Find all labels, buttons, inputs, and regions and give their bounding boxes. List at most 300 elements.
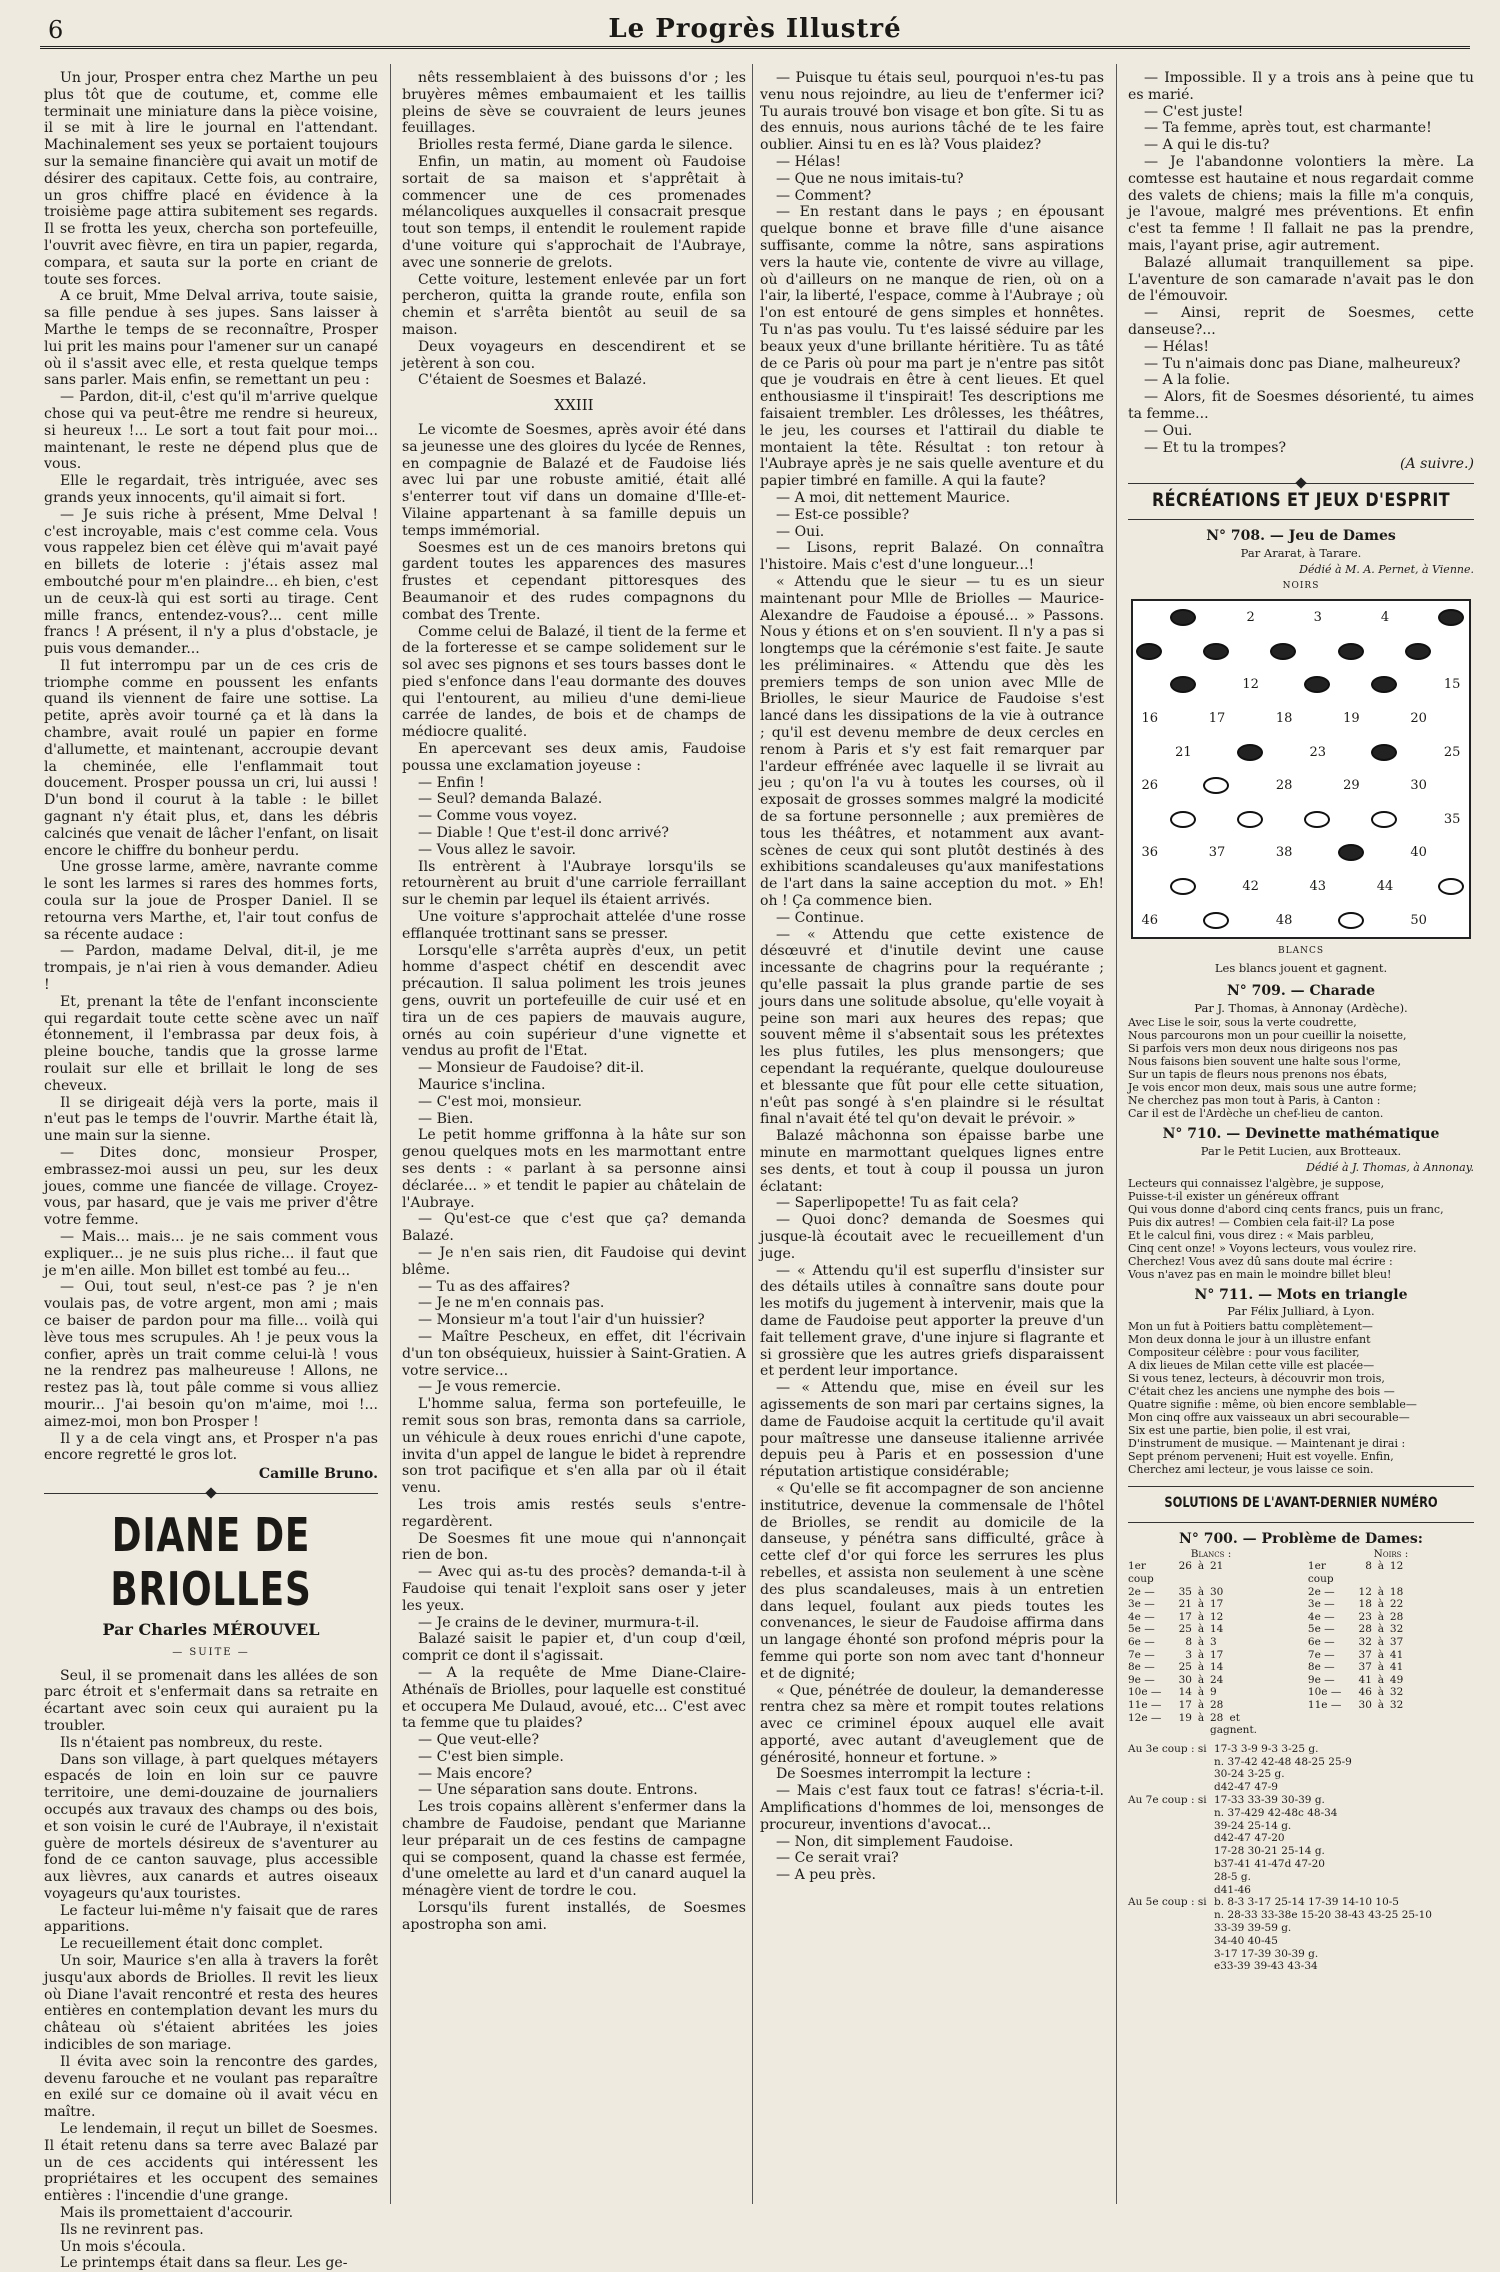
variation-label: Au 3e coup : si	[1128, 1742, 1207, 1755]
paragraph: — Saperlipopette! Tu as fait cela?	[776, 1195, 1019, 1212]
board-square-numbered	[1335, 769, 1369, 803]
paragraph: Ils ne revinrent pas.	[60, 2221, 204, 2238]
square-number: 29	[1343, 778, 1360, 794]
board-square-light	[1435, 904, 1469, 938]
square-number: 28	[1275, 778, 1293, 794]
board-square-light	[1301, 769, 1335, 803]
board-square-numbered	[1267, 769, 1301, 803]
section-title: RÉCRÉATIONS ET JEUX D'ESPRIT	[1151, 489, 1451, 512]
board-square-piece	[1234, 803, 1268, 837]
black-piece-icon	[1304, 676, 1330, 693]
paragraph: — A peu près.	[776, 1867, 876, 1884]
verse-line: D'instrument de musique. — Maintenant je dirai :	[1128, 1437, 1406, 1451]
board-square-light	[1402, 668, 1436, 702]
move-cell: 18	[1389, 1585, 1404, 1598]
board-square-light	[1133, 803, 1167, 837]
paragraph: Le vicomte de Soesmes, après avoir été dans sa jeunesse une des gloires du lycée de Rennes, en compagnie de Balazé et de Faudoise liés avec lui par une robuste amitié, était allé s'enterrer tout vif dans un domaine d'Ille-et-Vilaine appartenant à sa famille depuis un temps immémorial.	[402, 421, 746, 539]
verse-line: Avec Lise le soir, sous la verte coudrette,	[1128, 1016, 1357, 1030]
move-cell: 5e —	[1128, 1623, 1155, 1636]
move-cell: 28 et gagnent.	[1210, 1711, 1257, 1737]
move-cell: à	[1377, 1648, 1385, 1661]
board-square-light	[1267, 601, 1301, 635]
paragraph: Balazé saisit le papier et, d'un coup d'œil, comprit ce dont il s'agissait.	[402, 1631, 746, 1665]
variation-lines	[1214, 1743, 1474, 1794]
move-cell: à	[1377, 1636, 1385, 1649]
square-number: 40	[1410, 845, 1427, 861]
verse-line: Compositeur célèbre : pour vous faciliter,	[1128, 1346, 1360, 1360]
blancs-moves	[1128, 1548, 1294, 1737]
paragraph: Enfin, un matin, au moment où Faudoise sortait de sa maison et s'apprêtait à commencer une de ces promenades mélancoliques auxquelles il consacrait presque tout son temps, il entendit le roulement rapide d'une voiture qui s'approchait de l'Aubraye, avec une sonnerie de grelots.	[402, 153, 746, 271]
variation-lines	[1214, 1896, 1474, 1973]
board-square-light	[1200, 601, 1234, 635]
paragraph: — Je vous remercie.	[418, 1379, 562, 1396]
move-row	[1308, 1661, 1474, 1674]
puzzle-710-dedication: Dédié à J. Thomas, à Annonay.	[1306, 1160, 1474, 1174]
square-number: 35	[1443, 811, 1461, 827]
move-cell: à	[1197, 1673, 1205, 1686]
board-square-light	[1234, 836, 1268, 870]
square-number: 26	[1141, 778, 1159, 794]
black-piece-icon	[1270, 643, 1296, 660]
paragraph: — Vous allez le savoir.	[418, 841, 576, 858]
move-cell: 9e —	[1128, 1673, 1155, 1686]
verse-line: Quatre signifie : même, où bien encore semblable—	[1128, 1398, 1417, 1412]
variation-block	[1128, 1896, 1474, 1973]
black-piece-icon	[1237, 744, 1263, 761]
paragraph: — Lisons, reprit Balazé. On connaîtra l'histoire. Mais c'est d'une longueur...!	[760, 540, 1104, 574]
move-cell: à	[1377, 1585, 1385, 1598]
move-cell: à	[1197, 1623, 1205, 1636]
board-square-numbered	[1435, 803, 1469, 837]
paragraph: — Tu n'aimais donc pas Diane, malheureux?	[1144, 355, 1461, 372]
verse-line: Qui vous donne d'abord cinq cents francs, puis un franc,	[1128, 1202, 1444, 1216]
chapter-heading: XXIII	[554, 396, 594, 415]
square-number: 25	[1443, 744, 1461, 760]
board-square-light	[1133, 668, 1167, 702]
paragraph: nêts ressemblaient à des buissons d'or ; les bruyères mêmes embaumaient et les taillis pleins de sève se couvraient de leurs jeunes feuillages.	[402, 70, 746, 137]
square-number: 15	[1443, 677, 1461, 693]
move-cell: 8e —	[1128, 1661, 1155, 1674]
paragraph: — Mais c'est faux tout ce fatras! s'écria-t-il. Amplifications d'hommes de loi, mensonges de procureur, inventions d'avocat...	[760, 1783, 1104, 1833]
paragraph: — Continue.	[776, 909, 865, 926]
verse-line: C'était chez les anciens une nymphe des bois —	[1128, 1385, 1395, 1399]
separator	[1128, 1522, 1474, 1523]
separator	[1128, 483, 1474, 484]
move-cell: 21	[1178, 1598, 1192, 1611]
paragraph: — Je crains de le deviner, murmura-t-il.	[418, 1614, 700, 1631]
white-piece-icon	[1203, 777, 1229, 794]
board-square-light	[1167, 702, 1201, 736]
paragraph: — Non, dit simplement Faudoise.	[776, 1833, 1014, 1850]
board-square-numbered	[1301, 601, 1335, 635]
page-number: 6	[48, 16, 64, 44]
square-number: 12	[1242, 677, 1259, 693]
paragraph: — C'est bien simple.	[418, 1748, 564, 1765]
paragraph: — Hélas!	[776, 153, 842, 170]
move-row	[1308, 1598, 1474, 1611]
paragraph: « Que, pénétrée de douleur, la demanderesse rentra chez sa mère et rompit toutes relations avec ce criminel époux auquel elle avait apporté, avec autant d'aveuglement que de générosité, honneur et fortune. »	[760, 1682, 1104, 1766]
paragraph: — Bien.	[418, 1110, 474, 1127]
square-number: 48	[1275, 912, 1293, 928]
puzzle-711-author: Par Félix Julliard, à Lyon.	[1227, 1304, 1375, 1319]
move-cell: 17	[1210, 1598, 1224, 1611]
variation-line: 17-28 30-21 25-14 g.	[1214, 1845, 1325, 1858]
move-cell: 9	[1210, 1686, 1217, 1699]
move-cell: 37	[1358, 1648, 1372, 1661]
paragraph: Deux voyageurs en descendirent et se jetèrent à son cou.	[402, 338, 746, 372]
board-square-light	[1335, 803, 1369, 837]
paragraph: — Diable ! Que t'est-il donc arrivé?	[418, 825, 669, 842]
variation-label: Au 5e coup : si	[1128, 1896, 1207, 1909]
board-square-numbered	[1301, 870, 1335, 904]
verse-line: Sept prénom perveneni; Huit est voyelle. Enfin,	[1128, 1450, 1394, 1464]
paragraph: Une grosse larme, amère, navrante comme le sont les larmes si rares des hommes forts, coula sur la joue de Prosper Daniel. Il se retourna vers Marthe, et, l'air tout confus de sa récente audace :	[44, 859, 378, 943]
square-number: 17	[1208, 710, 1226, 726]
black-piece-icon	[1170, 609, 1196, 626]
serial-title: DIANE DE BRIOLLES	[110, 1507, 312, 1616]
serial-byline: Par Charles MÉROUVEL	[102, 1619, 320, 1639]
board-square-numbered	[1402, 836, 1436, 870]
move-cell: à	[1377, 1560, 1385, 1573]
paragraph: — Puisque tu étais seul, pourquoi n'es-tu pas venu nous rejoindre, au lieu de t'enfermer ici? Tu aurais trouvé bon visage et bon gîte. Si tu as des ennuis, nous aurions tâché de te les faire oublier. Ainsi tu en es là? Vous plaidez?	[760, 70, 1104, 154]
move-cell: 12	[1358, 1585, 1372, 1598]
move-cell: 32	[1389, 1623, 1404, 1636]
move-cell: à	[1197, 1686, 1205, 1699]
move-cell: à	[1377, 1610, 1385, 1623]
move-row	[1308, 1560, 1474, 1585]
paragraph: Ils entrèrent à l'Aubraye lorsqu'ils se retournèrent au bruit d'une carriole ferraillant sur le chemin par lequel ils étaient arrivés.	[402, 858, 746, 909]
move-row	[1308, 1686, 1474, 1699]
board-square-piece	[1368, 736, 1402, 770]
move-cell: 24	[1210, 1673, 1224, 1686]
move-cell: 28	[1389, 1610, 1404, 1623]
puzzle-709-author: Par J. Thomas, à Annonay (Ardèche).	[1194, 1000, 1408, 1015]
move-cell: 14	[1178, 1686, 1192, 1699]
move-row	[1308, 1586, 1474, 1599]
verse-line: Six est une partie, bien polie, il est vrai,	[1128, 1424, 1351, 1438]
move-cell: 37	[1389, 1636, 1404, 1649]
verse-line: Si parfois vers mon deux nous dirigeons nos pas	[1128, 1042, 1398, 1056]
move-cell: 6e —	[1307, 1636, 1335, 1649]
paragraph: — Impossible. Il y a trois ans à peine que tu es marié.	[1128, 70, 1474, 103]
move-cell: 23	[1358, 1610, 1372, 1623]
move-row	[1308, 1623, 1474, 1636]
column-4	[1128, 70, 1474, 2200]
paragraph: — Hélas!	[1144, 338, 1210, 355]
paragraph: — C'est juste!	[1144, 103, 1244, 120]
verse-line: Ne cherchez pas mon tout à Paris, à Canton :	[1128, 1094, 1381, 1108]
board-square-light	[1133, 601, 1167, 635]
move-cell: 37	[1358, 1661, 1372, 1674]
move-row	[1128, 1686, 1294, 1699]
board-square-numbered	[1402, 702, 1436, 736]
paragraph: — A qui le dis-tu?	[1144, 137, 1270, 154]
variation-label: Au 7e coup : si	[1128, 1793, 1207, 1806]
board-square-light	[1167, 836, 1201, 870]
square-number: 36	[1141, 845, 1159, 861]
board-square-light	[1267, 803, 1301, 837]
verse-line: A dix lieues de Milan cette ville est placée—	[1128, 1359, 1375, 1373]
board-square-piece	[1167, 601, 1201, 635]
variation-line: b. 8-3 3-17 25-14 17-39 14-10 10-5	[1214, 1896, 1399, 1909]
board-square-light	[1368, 769, 1402, 803]
move-cell: 1er coup	[1128, 1560, 1154, 1586]
move-cell: 17	[1178, 1610, 1192, 1623]
board-square-numbered	[1133, 769, 1167, 803]
verse-line: Je vois encor mon deux, mais sous une autre forme;	[1128, 1081, 1417, 1095]
paragraph: Lorsqu'ils furent installés, de Soesmes apostropha son ami.	[402, 1900, 746, 1933]
move-cell: 32	[1389, 1699, 1404, 1711]
board-square-light	[1267, 736, 1301, 770]
move-row	[1128, 1674, 1294, 1687]
move-cell: 7e —	[1307, 1648, 1335, 1661]
variation-line: n. 28-33 33-38e 15-20 38-43 43-25 25-10	[1214, 1909, 1432, 1922]
paragraph: — « Attendu qu'il est superflu d'insister sur des détails utiles à connaître sans doute pour les motifs du jugement à intervenir, mais que la dame de Faudoise peut apporter la preuve d'un fait tellement grave, d'une injure si flagrante et si grossière que les autres griefs disparaissent et perdent leur importance.	[760, 1262, 1104, 1380]
board-square-numbered	[1368, 870, 1402, 904]
solution-moves	[1128, 1548, 1474, 1737]
move-cell: 12	[1389, 1560, 1404, 1573]
board-square-light	[1234, 702, 1268, 736]
board-square-numbered	[1167, 736, 1201, 770]
black-piece-icon	[1371, 744, 1397, 761]
board-square-light	[1435, 702, 1469, 736]
board-square-numbered	[1267, 836, 1301, 870]
story-signature: Camille Bruno.	[258, 1466, 378, 1483]
move-cell: 3	[1185, 1648, 1192, 1661]
board-square-piece	[1167, 803, 1201, 837]
column-2	[402, 70, 746, 2200]
move-cell: à	[1197, 1661, 1205, 1674]
variation-line: d42-47 47-20	[1214, 1832, 1285, 1845]
column-rule	[752, 64, 753, 2204]
move-row	[1128, 1611, 1294, 1624]
square-number: 2	[1246, 610, 1255, 626]
paragraph: Seul, il se promenait dans les allées de son parc étroit et s'enfermait dans sa retraite en écartant avec soin ceux qui auraient pu la troubler.	[44, 1667, 378, 1734]
square-number: 42	[1242, 878, 1259, 894]
puzzle-708-author: Par Ararat, à Tarare.	[1240, 545, 1362, 560]
move-cell: à	[1377, 1673, 1385, 1686]
board-square-light	[1133, 736, 1167, 770]
blancs-label: Blancs :	[1190, 1547, 1232, 1560]
board-square-light	[1200, 870, 1234, 904]
paragraph: — Seul? demanda Balazé.	[418, 791, 603, 808]
masthead: Le Progrès Illustré	[608, 14, 902, 44]
paragraph: Il évita avec soin la rencontre des gardes, devenu farouche et ne voulant pas reparaître en exilé sur ce domaine où il avait vécu en maître.	[44, 2053, 378, 2121]
board-square-light	[1133, 870, 1167, 904]
paragraph: Il y a de cela vingt ans, et Prosper n'a pas encore regretté le gros lot.	[44, 1430, 378, 1464]
square-number: 16	[1141, 710, 1159, 726]
move-row	[1128, 1649, 1294, 1662]
serial-suite: — SUITE —	[172, 1646, 250, 1658]
move-cell: 19	[1178, 1711, 1192, 1724]
square-number: 21	[1175, 744, 1192, 760]
move-cell: à	[1377, 1686, 1385, 1699]
move-cell: 8	[1365, 1560, 1372, 1573]
puzzle-708-title: N° 708. — Jeu de Dames	[1206, 527, 1396, 544]
board-square-numbered	[1234, 870, 1268, 904]
black-piece-icon	[1136, 643, 1162, 660]
move-cell: 6e —	[1128, 1636, 1155, 1649]
verse-line: Nous parcourons mon un pour cueillir la noisette,	[1128, 1029, 1407, 1043]
move-cell: à	[1197, 1560, 1205, 1573]
variation-block	[1128, 1743, 1474, 1794]
paragraph: Le recueillement était donc complet.	[60, 1936, 324, 1953]
variation-line: d42-47 47-9	[1214, 1781, 1278, 1794]
board-square-piece	[1368, 668, 1402, 702]
move-cell: à	[1197, 1610, 1205, 1623]
black-piece-icon	[1170, 676, 1196, 693]
puzzle-711-text	[1128, 1320, 1474, 1476]
verse-line: Si vous tenez, lecteurs, à découvrir mon trois,	[1128, 1372, 1385, 1386]
board-square-piece	[1335, 836, 1369, 870]
paragraph: — Ainsi, reprit de Soesmes, cette danseuse?...	[1128, 305, 1474, 338]
white-piece-icon	[1237, 811, 1263, 828]
paragraph: — Comment?	[776, 187, 872, 204]
paragraph: « Qu'elle se fit accompagner de son ancienne institutrice, devenue la commensale de l'hôtel de Briolles, se rendit au domicile de la danseuse, y pénétra sans difficulté, grâce à cette clef d'or qui force les serrures les plus rebelles, et assista non seulement à une scène des plus scandaleuses, mais à un entretien dans lequel, foulant aux pieds toutes les convenances, le sieur de Faudoise affirma dans un langage éhonté son profond mépris pour la femme qui porte son nom avec tant d'honneur et de dignité;	[760, 1480, 1104, 1682]
paragraph: — « Attendu que, mise en éveil sur les agissements de son mari par certains signes, la dame de Faudoise acquit la certitude qu'il avait pour maîtresse une danseuse italienne arrivée depuis peu à Paris et en possession d'une réputation artistique considérable;	[760, 1380, 1104, 1481]
verse-line: Car il est de l'Ardèche un chef-lieu de canton.	[1128, 1107, 1384, 1121]
paragraph: — Oui, tout seul, n'est-ce pas ? je n'en voulais pas, de votre argent, mon ami ; mais ce baiser de pardon pour ma fille... voilà qui lève tous mes scrupules. Ah ! je peux vous la confier, après un trait comme celui-là ! vous ne la rendrez pas malheureuse ! Allons, ne restez pas là, tout pâle comme si vous alliez mourir... J'ai besoin qu'on m'aime, moi !... aimez-moi, mon bon Prosper !	[44, 1279, 378, 1430]
board-square-light	[1402, 736, 1436, 770]
move-cell: 17	[1178, 1699, 1192, 1711]
paragraph: — A la requête de Mme Diane-Claire-Athénaïs de Briolles, pour laquelle est constitué et occupera Me Dulaud, avoué, etc... C'est avec ta femme que tu plaides?	[402, 1664, 746, 1732]
paragraph: — Je n'en sais rien, dit Faudoise qui devint blême.	[402, 1244, 746, 1278]
board-square-light	[1301, 635, 1335, 669]
paragraph: Comme celui de Balazé, il tient de la ferme et de la forteresse et se campe solidement sur le sol avec ses pignons et ses tours basses dont le pied s'enfonce dans l'eau dormante des douves qui l'entourent, au milieu d'une demi-lieue carrée de landes, de bois et de champs de médiocre qualité.	[402, 623, 746, 741]
black-piece-icon	[1203, 643, 1229, 660]
paragraph: Le printemps était dans sa fleur. Les ge-	[60, 2255, 348, 2272]
board-square-piece	[1234, 736, 1268, 770]
variation-line: 34-40 40-45	[1214, 1934, 1278, 1947]
board-square-numbered	[1402, 769, 1436, 803]
puzzle-708-dedication: Dédié à M. A. Pernet, à Vienne.	[1299, 562, 1474, 576]
move-cell: 10e —	[1128, 1686, 1162, 1699]
variation-lines	[1214, 1794, 1474, 1896]
square-number: 3	[1313, 610, 1322, 626]
move-cell: 2e —	[1307, 1585, 1335, 1598]
move-row	[1128, 1623, 1294, 1636]
paragraph: — Maître Pescheux, en effet, dit l'écrivain d'un ton obséquieux, huissier à Saint-Gratien. A votre service...	[402, 1328, 746, 1379]
move-cell: 4e —	[1128, 1610, 1155, 1623]
separator	[44, 1493, 378, 1494]
white-piece-icon	[1170, 811, 1196, 828]
verse-line: Vous n'avez pas en main le moindre billet bleu!	[1128, 1267, 1392, 1281]
verse-line: Cherchez! Vous avez dû sans doute mal écrire :	[1128, 1254, 1393, 1268]
board-square-piece	[1167, 668, 1201, 702]
board-square-piece	[1200, 769, 1234, 803]
verse-line: Mon cinq offre aux vaisseaux un abri secourable—	[1128, 1411, 1410, 1425]
column-rule	[1116, 64, 1117, 2204]
paragraph: A ce bruit, Mme Delval arriva, toute saisie, sa fille pendue à ses jupes. Sans laisser à Marthe le temps de se reconnaître, Prosper lui prit les mains pour l'amener sur un canapé où il s'assit avec elle, et resta quelque temps sans parler. Mais enfin, se remettant un peu :	[44, 288, 378, 389]
variation-line: 30-24 3-25 g.	[1214, 1768, 1285, 1781]
move-row	[1128, 1636, 1294, 1649]
paragraph: — Que ne nous imitais-tu?	[776, 170, 964, 187]
paragraph: — Pardon, madame Delval, dit-il, je me trompais, je n'ai rien à vous demander. Adieu !	[44, 943, 378, 994]
move-cell: 11e —	[1307, 1699, 1342, 1711]
paragraph: Les trois amis restés seuls s'entre-regardèrent.	[402, 1496, 746, 1530]
paragraph: — Avec qui as-tu des procès? demanda-t-il à Faudoise qui tenait l'exploit sans oser y jeter les yeux.	[402, 1564, 746, 1614]
board-square-piece	[1200, 635, 1234, 669]
move-cell: à	[1377, 1699, 1385, 1711]
black-piece-icon	[1438, 609, 1464, 626]
move-row	[1128, 1712, 1294, 1737]
variation-line: 39-24 25-14 g.	[1214, 1819, 1292, 1832]
paragraph: Le facteur lui-même n'y faisait que de rares apparitions.	[44, 1902, 378, 1936]
move-cell: 3e —	[1307, 1598, 1335, 1611]
noirs-label: Noirs :	[1373, 1547, 1409, 1560]
paragraph: — Une séparation sans doute. Entrons.	[418, 1782, 698, 1799]
paragraph: Elle le regardait, très intriguée, avec ses grands yeux innocents, qu'il aimait si fort.	[44, 473, 378, 506]
square-number: 20	[1410, 710, 1427, 726]
square-number: 37	[1208, 845, 1226, 861]
paragraph: — Ta femme, après tout, est charmante!	[1144, 120, 1432, 137]
move-cell: 4e —	[1307, 1610, 1335, 1623]
move-cell: 8e —	[1307, 1661, 1335, 1674]
puzzle-709-title: N° 709. — Charade	[1226, 982, 1376, 999]
paragraph: « Attendu que le sieur — tu es un sieur maintenant pour Mlle de Briolles — Maurice-Alexandre de Faudoise a épousé... » Passons. Nous y étions et on s'en souvient. Il n'y a pas si longtemps que la cérémonie s'est faite. Je saute les préliminaires. « Attendu que dès les premiers temps de son union avec Mlle de Briolles, le sieur Maurice de Faudoise s'est lancé dans les dissipations de la vie à outrance ; qu'il est devenu membre de deux cercles en renom à Paris et s'y est fait remarquer par l'ardeur effrénée avec laquelle il se livrait au jeu ; qu'on l'a vu à toutes les courses, où il exposait de grosses sommes malgré la modicité de sa fortune personnelle ; aux premières de tous les théâtres, et notamment aux avant-scènes de ceux qui sont plutôt destinés à des exhibitions scandaleuses qu'aux manifestations de l'art dans la saine acception du mot. » Eh! oh ! Ça commence bien.	[760, 573, 1104, 910]
move-cell: à	[1197, 1636, 1205, 1649]
board-square-light	[1368, 702, 1402, 736]
black-piece-icon	[1338, 844, 1364, 861]
paragraph: — C'est moi, monsieur.	[418, 1093, 583, 1110]
variation-line: n. 37-42 42-48 48-25 25-9	[1214, 1755, 1352, 1768]
move-cell: à	[1197, 1699, 1205, 1711]
paragraph: — Ce serait vrai?	[776, 1850, 899, 1867]
variation-line: b37-41 41-47d 47-20	[1214, 1857, 1325, 1870]
paragraph: Mais ils promettaient d'accourir.	[60, 2205, 294, 2222]
variation-line: e33-39 39-43 43-34	[1214, 1960, 1318, 1973]
board-square-piece	[1200, 904, 1234, 938]
board-square-numbered	[1200, 836, 1234, 870]
board-square-piece	[1335, 635, 1369, 669]
square-number: 46	[1141, 912, 1159, 928]
puzzle-710-author: Par le Petit Lucien, aux Brotteaux.	[1200, 1144, 1402, 1159]
paragraph: — « Attendu que cette existence de désœuvré et d'inutile devint une cause incessante de chagrins pour la requérante ; qu'elle passait la plus grande partie de ses jours dans une solitude absolue, qu'elle voyait à peine son mari aux heures des repas; que souvent même il s'absentait sous les prétextes les plus futiles, les plus mensongers; que cependant la requérante, quelque douloureuse et blessante que fût pour elle cette situation, n'eût pas songé à s'en plaindre si le résultat final n'avait été tel qu'on devait le prévoir. »	[760, 926, 1104, 1128]
paragraph: — Oui.	[1144, 422, 1193, 439]
square-number: 30	[1410, 778, 1427, 794]
square-number: 38	[1275, 845, 1293, 861]
move-row	[1308, 1674, 1474, 1687]
board-square-light	[1435, 635, 1469, 669]
board-square-piece	[1435, 601, 1469, 635]
variation-line: 28-5 g.	[1214, 1870, 1251, 1883]
white-piece-icon	[1203, 912, 1229, 929]
board-square-light	[1402, 870, 1436, 904]
puzzle-709-text	[1128, 1016, 1474, 1120]
move-cell: 30	[1210, 1585, 1224, 1598]
variation-line: 33-39 39-59 g.	[1214, 1921, 1292, 1934]
move-cell: 49	[1389, 1673, 1404, 1686]
paragraph: — Est-ce possible?	[776, 506, 910, 523]
white-piece-icon	[1170, 878, 1196, 895]
board-square-light	[1435, 769, 1469, 803]
white-piece-icon	[1304, 811, 1330, 828]
board-square-piece	[1133, 635, 1167, 669]
move-cell: 12	[1210, 1610, 1224, 1623]
board-square-numbered	[1234, 668, 1268, 702]
variation-line: d41-46	[1214, 1883, 1251, 1896]
black-piece-icon	[1338, 643, 1364, 660]
board-square-numbered	[1402, 904, 1436, 938]
board-square-light	[1200, 668, 1234, 702]
move-cell: à	[1377, 1598, 1385, 1611]
move-cell: 41	[1358, 1673, 1372, 1686]
square-number: 23	[1309, 744, 1327, 760]
move-cell: 5e —	[1307, 1623, 1335, 1636]
paragraph: — A moi, dit nettement Maurice.	[776, 489, 1011, 506]
paragraph: Dans son village, à part quelques métayers espacés de loin en loin sur ce pauvre territoire, une demi-douzaine de journaliers occupés aux travaux des champs ou des bois, et son voisin le curé de l'Aubraye, il n'existait guère de mortels désireux de s'aventurer au fond de ce canton sauvage, plus accessible aux lièvres, aux canards et autres oiseaux voyageurs qu'aux touristes.	[44, 1751, 378, 1902]
move-cell: 30	[1178, 1673, 1192, 1686]
